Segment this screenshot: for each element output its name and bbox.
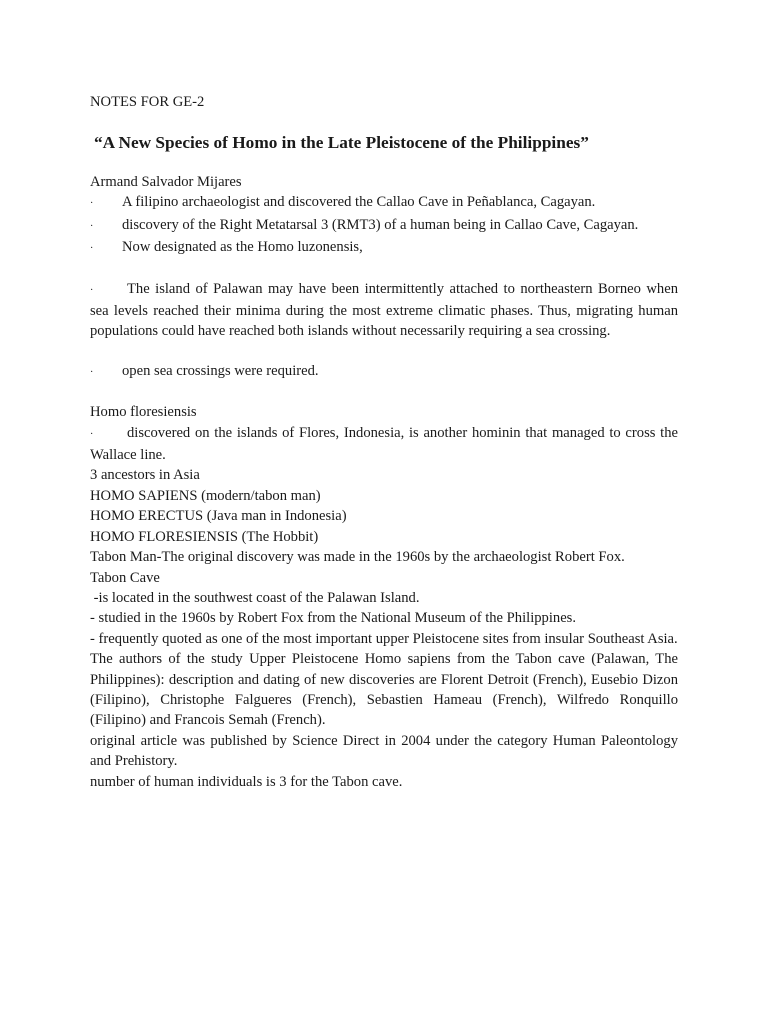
- individuals-line: number of human individuals is 3 for the Tabon cave.: [90, 773, 403, 790]
- article-paragraph: original article was published by Science Direct in 2004 under the category Human Paleontology and Prehistory.: [90, 732, 678, 770]
- spacer: [90, 342, 678, 361]
- palawan-paragraph: [90, 279, 678, 342]
- authors-paragraph: The authors of the study Upper Pleistocene Homo sapiens from the Tabon cave (Palawan, The Philippines): description and dating of new discoveries are Florent Detroit (French), Eusebio Dizon (Filipino), Christophe Falgueres (French), Sebastien Hameau (French), Wilfredo Ronquillo (Filipino) and Francois Semah (French).: [90, 651, 678, 729]
- author-name: Armand Salvador Mijares: [90, 174, 242, 190]
- bullet-marker: ·: [90, 284, 94, 296]
- tabon-importance-paragraph: - frequently quoted as one of the most important upper Pleistocene sites from insular Southeast Asia.: [90, 630, 678, 647]
- document-title: “A New Species of Homo in the Late Pleistocene of the Philippines”: [94, 133, 589, 152]
- text-line: HOMO FLORESIENSIS (The Hobbit): [90, 528, 319, 545]
- palawan-paragraph-text: The island of Palawan may have been intermittently attached to northeastern Borneo when sea levels reached their minima during the most extreme climatic phases. Thus, migrating human populations could have reached both islands without necessarily requiring a sea crossing.: [90, 280, 678, 340]
- text-line: HOMO ERECTUS (Java man in Indonesia): [90, 508, 347, 525]
- bullet-marker: ·: [90, 428, 94, 440]
- list-item: [90, 215, 678, 237]
- document-body: [90, 92, 678, 792]
- floresiensis-paragraph-text: discovered on the islands of Flores, Indonesia, is another hominin that managed to cross the Wallace line.: [90, 424, 678, 464]
- list-item-text: discovery of the Right Metatarsal 3 (RMT3) of a human being in Callao Cave, Cagayan.: [122, 216, 639, 233]
- bullet-marker: ·: [90, 198, 94, 210]
- spacer: [90, 383, 678, 402]
- bullet-marker: ·: [90, 243, 94, 255]
- document-header: NOTES FOR GE-2: [90, 94, 205, 110]
- floresiensis-paragraph: [90, 423, 678, 466]
- text-line: -is located in the southwest coast of the Palawan Island.: [90, 589, 420, 606]
- text-line: - studied in the 1960s by Robert Fox from the National Museum of the Philippines.: [90, 610, 577, 627]
- text-line: Tabon Man-The original discovery was made in the 1960s by the archaeologist Robert Fox.: [90, 549, 625, 566]
- list-item: [90, 361, 678, 383]
- spacer: [90, 260, 678, 279]
- bullet-marker: ·: [90, 220, 94, 232]
- list-item: [90, 237, 678, 259]
- floresiensis-heading: Homo floresiensis: [90, 404, 197, 421]
- bullet-marker: ·: [90, 366, 94, 378]
- text-line: 3 ancestors in Asia: [90, 467, 200, 484]
- list-item: [90, 192, 678, 214]
- text-line: Tabon Cave: [90, 569, 160, 586]
- text-line: HOMO SAPIENS (modern/tabon man): [90, 487, 321, 504]
- list-item-text: Now designated as the Homo luzonensis,: [122, 239, 363, 256]
- list-item-text: A filipino archaeologist and discovered the Callao Cave in Peñablanca, Cagayan.: [122, 194, 596, 211]
- list-item-text: open sea crossings were required.: [122, 362, 319, 379]
